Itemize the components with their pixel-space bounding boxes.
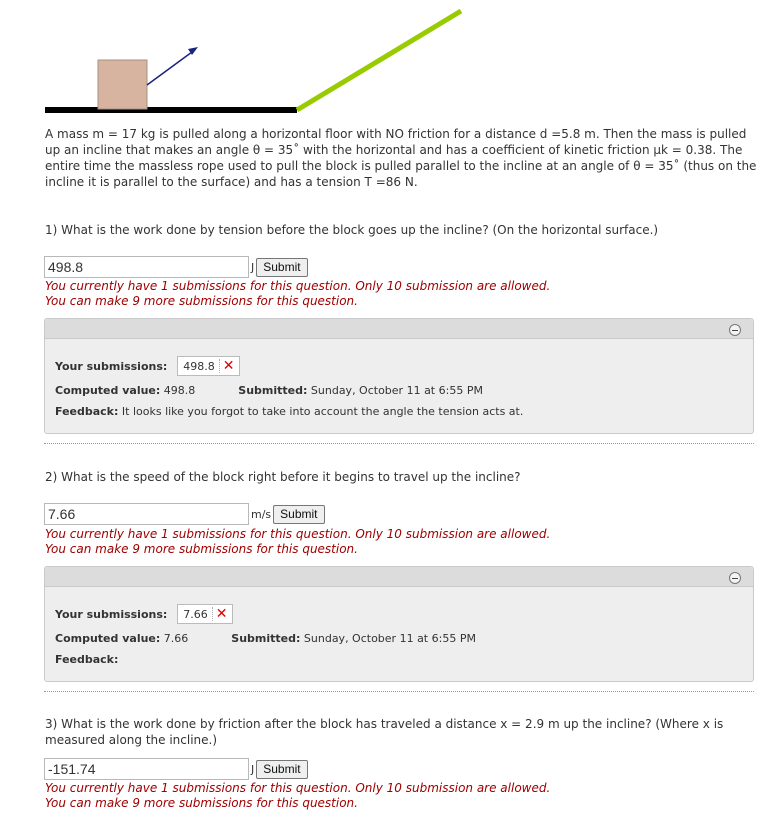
question-2-submit-button[interactable]: Submit	[273, 505, 324, 524]
question-3-prompt: 3) What is the work done by friction after the block has traveled a distance x = 2.9 m up the incline? (Where x is measured along the incline.)	[45, 717, 724, 747]
question-3-unit: J	[251, 762, 255, 776]
block	[98, 60, 147, 109]
question-1-submit-button[interactable]: Submit	[256, 258, 307, 277]
question-1-note-line1: You currently have 1 submissions for this question. Only 10 submission are allowed.	[45, 279, 551, 293]
question-2-computed-label: Computed value:	[55, 632, 161, 645]
question-1-unit: J	[251, 260, 255, 274]
question-2-note-line2: You can make 9 more submissions for this question.	[45, 542, 358, 556]
question-2-panel-header	[45, 567, 753, 587]
question-2-unit: m/s	[251, 507, 272, 521]
question-1-feedback-label: Feedback:	[55, 405, 119, 418]
question-1-answer-input[interactable]	[44, 256, 249, 278]
question-2-note-line1: You currently have 1 submissions for this question. Only 10 submission are allowed.	[45, 527, 551, 541]
question-3-note-line1: You currently have 1 submissions for this question. Only 10 submission are allowed.	[45, 781, 551, 795]
incline-line	[297, 11, 461, 110]
separator	[44, 691, 754, 692]
question-3-answer-row	[44, 758, 308, 780]
x-icon: ✕	[222, 358, 235, 374]
question-2-feedback-label: Feedback:	[55, 653, 119, 666]
question-2-answer-input[interactable]	[44, 503, 249, 525]
problem-figure	[0, 0, 771, 120]
question-2-computed-line	[55, 632, 476, 645]
minus-circle-icon[interactable]	[729, 572, 741, 584]
question-2-submission-value: 7.66	[183, 607, 208, 621]
minus-circle-icon[interactable]	[729, 324, 741, 336]
question-3-note-line2: You can make 9 more submissions for this question.	[45, 796, 358, 810]
question-1-submission-chip	[177, 356, 239, 376]
question-1-feedback-value: It looks like you forgot to take into account the angle the tension acts at.	[121, 405, 524, 418]
question-2-answer-row	[44, 503, 325, 525]
question-1-computed-label: Computed value:	[55, 384, 161, 397]
question-1-submission-value: 498.8	[183, 359, 215, 373]
question-1-computed-value: 498.8	[163, 384, 196, 397]
question-1-submissions-label: Your submissions:	[55, 359, 168, 373]
question-1-feedback-line	[55, 405, 523, 418]
question-1-answer-row	[44, 256, 308, 278]
question-2-submitted-value: Sunday, October 11 at 6:55 PM	[303, 632, 476, 645]
question-1-submitted-label: Submitted:	[238, 384, 308, 397]
question-1-computed-line	[55, 384, 483, 397]
question-1-submissions-panel	[44, 318, 754, 434]
question-2-feedback-line	[55, 653, 118, 666]
tension-arrow	[147, 52, 192, 85]
question-2-prompt: 2) What is the speed of the block right before it begins to travel up the incline?	[45, 470, 521, 484]
question-3-answer-input[interactable]	[44, 758, 249, 780]
question-1-submitted-value: Sunday, October 11 at 6:55 PM	[310, 384, 483, 397]
question-2-submissions-label: Your submissions:	[55, 607, 168, 621]
question-1-prompt: 1) What is the work done by tension before the block goes up the incline? (On the horizontal surface.)	[45, 223, 659, 237]
question-2-submitted-label: Submitted:	[231, 632, 301, 645]
problem-statement: A mass m = 17 kg is pulled along a horizontal floor with NO friction for a distance d =5.8 m. Then the mass is pulled up an incline that makes an angle θ = 35˚ with the horizontal and has a coefficient of kinetic friction μk = 0.38. The entire time the massless rope used to pull the block is pulled parallel to the incline at an angle of θ = 35˚ (thus on the incline it is parallel to the surface) and has a tension T =86 N.	[45, 127, 757, 189]
question-2-computed-value: 7.66	[163, 632, 189, 645]
question-1-panel-header	[45, 319, 753, 339]
x-icon: ✕	[215, 606, 228, 622]
question-1-note-line2: You can make 9 more submissions for this question.	[45, 294, 358, 308]
separator	[44, 443, 754, 444]
question-2-submission-chip	[177, 604, 232, 624]
question-3-submit-button[interactable]: Submit	[256, 760, 307, 779]
question-2-submissions-panel	[44, 566, 754, 682]
